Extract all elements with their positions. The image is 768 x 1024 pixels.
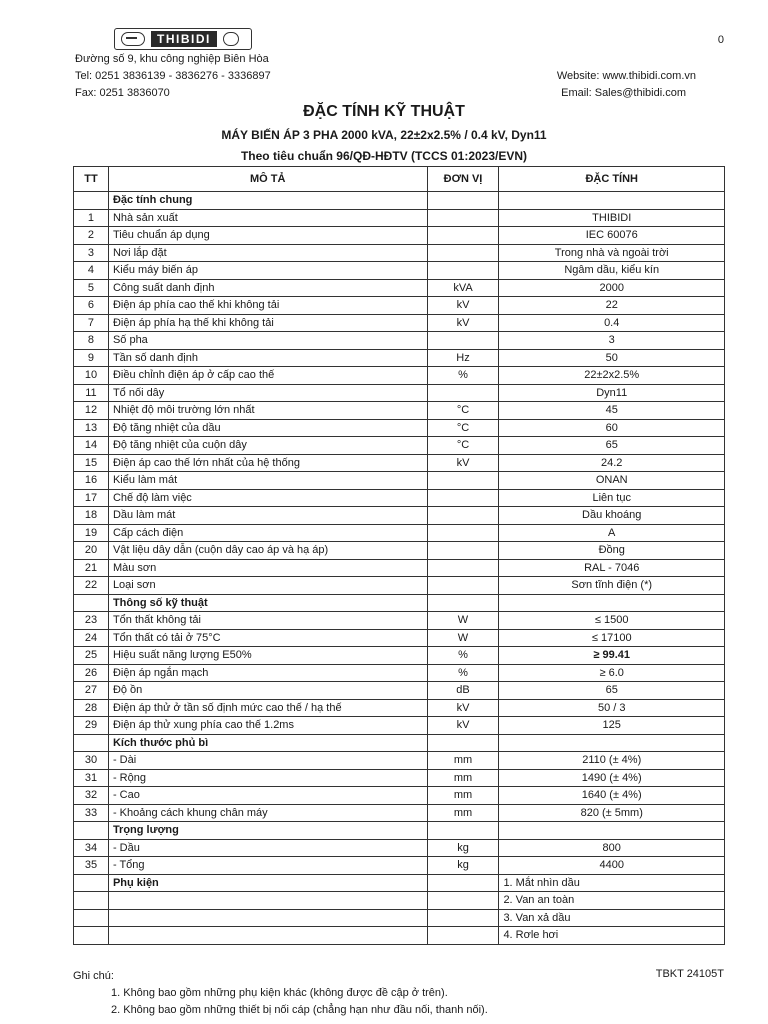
cell-tt: 28: [74, 699, 109, 717]
cell-description: Màu sơn: [108, 559, 427, 577]
cell-value: 800: [499, 839, 725, 857]
cell-tt: 34: [74, 839, 109, 857]
table-row: [74, 874, 725, 892]
cell-unit: Hz: [427, 349, 499, 367]
cell-value: Sơn tĩnh điện (*): [499, 577, 725, 595]
table-row: [74, 402, 725, 420]
table-row: [74, 909, 725, 927]
cell-description: Điện áp phía hạ thế khi không tải: [108, 314, 427, 332]
table-row: [74, 804, 725, 822]
cell-description: Điện áp thử xung phía cao thế 1.2ms: [108, 717, 427, 735]
cell-description: - Cao: [108, 787, 427, 805]
table-row: [74, 629, 725, 647]
cell-value: A: [499, 524, 725, 542]
cell-unit: [427, 577, 499, 595]
cell-description: Số pha: [108, 332, 427, 350]
cell-tt: 12: [74, 402, 109, 420]
cell-tt: 16: [74, 472, 109, 490]
cell-unit: dB: [427, 682, 499, 700]
cell-unit: °C: [427, 419, 499, 437]
cell-tt: [74, 927, 109, 945]
table-row: [74, 279, 725, 297]
table-row: [74, 367, 725, 385]
cell-description: Điện áp cao thế lớn nhất của hệ thống: [108, 454, 427, 472]
table-row: [74, 699, 725, 717]
cell-description: Nơi lắp đặt: [108, 244, 427, 262]
accessory-item: 3. Van xả dầu: [499, 909, 725, 927]
cell-unit: [427, 489, 499, 507]
cell-unit: [427, 594, 499, 612]
cell-unit: [427, 227, 499, 245]
cell-tt: 33: [74, 804, 109, 822]
cell-unit: kg: [427, 839, 499, 857]
table-row: [74, 472, 725, 490]
table-row: [74, 857, 725, 875]
table-row: [74, 559, 725, 577]
cell-description: Dầu làm mát: [108, 507, 427, 525]
cell-tt: [74, 874, 109, 892]
cell-value: Dyn11: [499, 384, 725, 402]
company-fax: Fax: 0251 3836070: [75, 87, 170, 99]
cell-description: Nhiệt độ môi trường lớn nhất: [108, 402, 427, 420]
section-row: [74, 192, 725, 210]
logo-mark-icon: [121, 32, 145, 46]
cell-unit: [427, 542, 499, 560]
cell-value: ONAN: [499, 472, 725, 490]
cell-tt: 1: [74, 209, 109, 227]
notes-block: [73, 968, 488, 1019]
cell-tt: [74, 192, 109, 210]
cell-value: 50: [499, 349, 725, 367]
cell-tt: 20: [74, 542, 109, 560]
table-row: [74, 507, 725, 525]
cell-tt: 9: [74, 349, 109, 367]
cell-unit: W: [427, 629, 499, 647]
cell-value: 22: [499, 297, 725, 315]
cell-unit: °C: [427, 437, 499, 455]
table-row: [74, 612, 725, 630]
cell-value: Trong nhà và ngoài trời: [499, 244, 725, 262]
logo-mark-right-icon: [223, 32, 239, 46]
cell-tt: 21: [74, 559, 109, 577]
cell-description: Điều chỉnh điện áp ở cấp cao thế: [108, 367, 427, 385]
cell-value: 65: [499, 437, 725, 455]
cell-unit: [427, 559, 499, 577]
note-item: 1. Không bao gồm những phụ kiện khác (không được đề cập ở trên).: [111, 987, 448, 999]
cell-unit: [427, 927, 499, 945]
cell-value: RAL - 7046: [499, 559, 725, 577]
cell-value: 1640 (± 4%): [499, 787, 725, 805]
cell-tt: 15: [74, 454, 109, 472]
table-row: [74, 717, 725, 735]
cell-tt: 4: [74, 262, 109, 280]
cell-value: Dầu khoáng: [499, 507, 725, 525]
header-tt: TT: [74, 167, 109, 192]
section-row: [74, 594, 725, 612]
cell-unit: [427, 507, 499, 525]
accessory-item: 4. Rơle hơi: [499, 927, 725, 945]
cell-value: 0.4: [499, 314, 725, 332]
table-row: [74, 752, 725, 770]
cell-value: 24.2: [499, 454, 725, 472]
notes-label: Ghi chú:: [73, 970, 114, 982]
cell-description: Nhà sản xuất: [108, 209, 427, 227]
company-email: Email: Sales@thibidi.com: [561, 87, 686, 99]
cell-unit: [427, 262, 499, 280]
cell-tt: [74, 734, 109, 752]
cell-value: Đồng: [499, 542, 725, 560]
accessory-label: [108, 909, 427, 927]
cell-value: ≥ 6.0: [499, 664, 725, 682]
table-row: [74, 769, 725, 787]
table-row: [74, 682, 725, 700]
table-row: [74, 209, 725, 227]
cell-tt: 17: [74, 489, 109, 507]
table-row: [74, 297, 725, 315]
cell-tt: 18: [74, 507, 109, 525]
cell-description: Điện áp thử ở tần số định mức cao thế / hạ thế: [108, 699, 427, 717]
cell-description: Tổ nối dây: [108, 384, 427, 402]
accessory-label: [108, 892, 427, 910]
cell-unit: kVA: [427, 279, 499, 297]
note-item: 2. Không bao gồm những thiết bị nối cáp (chẳng hạn như đầu nối, thanh nối).: [111, 1004, 488, 1016]
cell-description: Cấp cách điện: [108, 524, 427, 542]
cell-value: 3: [499, 332, 725, 350]
cell-unit: [427, 472, 499, 490]
company-tel: Tel: 0251 3836139 - 3836276 - 3336897: [75, 70, 271, 82]
table-row: [74, 839, 725, 857]
table-row: [74, 314, 725, 332]
document-subtitle: MÁY BIẾN ÁP 3 PHA 2000 kVA, 22±2x2.5% / 0.4 kV, Dyn11: [221, 128, 547, 142]
cell-unit: kV: [427, 314, 499, 332]
cell-description: Độ tăng nhiệt của dầu: [108, 419, 427, 437]
cell-tt: [74, 892, 109, 910]
cell-value: 50 / 3: [499, 699, 725, 717]
cell-value: 820 (± 5mm): [499, 804, 725, 822]
cell-unit: mm: [427, 752, 499, 770]
cell-value: [499, 734, 725, 752]
cell-tt: 35: [74, 857, 109, 875]
cell-tt: 10: [74, 367, 109, 385]
cell-tt: 30: [74, 752, 109, 770]
cell-description: - Tổng: [108, 857, 427, 875]
cell-unit: [427, 209, 499, 227]
cell-unit: kV: [427, 699, 499, 717]
cell-description: - Rộng: [108, 769, 427, 787]
table-header-row: [74, 167, 725, 192]
cell-description: Tổn thất có tải ở 75°C: [108, 629, 427, 647]
cell-value: 65: [499, 682, 725, 700]
cell-unit: kg: [427, 857, 499, 875]
cell-tt: 3: [74, 244, 109, 262]
document-standard: Theo tiêu chuẩn 96/QĐ-HĐTV (TCCS 01:2023/EVN): [240, 149, 528, 163]
cell-tt: 27: [74, 682, 109, 700]
header-value: ĐẶC TÍNH: [499, 167, 725, 192]
cell-unit: °C: [427, 402, 499, 420]
cell-value: [499, 822, 725, 840]
cell-description: Công suất danh định: [108, 279, 427, 297]
cell-unit: %: [427, 367, 499, 385]
cell-unit: [427, 734, 499, 752]
logo-text: THIBIDI: [151, 31, 217, 47]
cell-unit: [427, 192, 499, 210]
section-row: [74, 822, 725, 840]
cell-tt: 19: [74, 524, 109, 542]
cell-tt: [74, 909, 109, 927]
cell-tt: 24: [74, 629, 109, 647]
table-row: [74, 524, 725, 542]
cell-description: Độ tăng nhiệt của cuộn dây: [108, 437, 427, 455]
table-row: [74, 927, 725, 945]
cell-description: Hiệu suất năng lượng E50%: [108, 647, 427, 665]
cell-unit: [427, 332, 499, 350]
table-row: [74, 787, 725, 805]
spec-table: [73, 166, 725, 945]
cell-unit: mm: [427, 769, 499, 787]
cell-tt: 6: [74, 297, 109, 315]
cell-tt: 31: [74, 769, 109, 787]
cell-description: - Dài: [108, 752, 427, 770]
table-row: [74, 349, 725, 367]
section-title: Trọng lượng: [108, 822, 427, 840]
cell-description: Tiêu chuẩn áp dụng: [108, 227, 427, 245]
table-row: [74, 332, 725, 350]
header-unit: ĐƠN VỊ: [427, 167, 499, 192]
cell-unit: [427, 524, 499, 542]
cell-description: Độ ồn: [108, 682, 427, 700]
cell-unit: [427, 384, 499, 402]
company-website: Website: www.thibidi.com.vn: [556, 70, 696, 82]
cell-tt: 26: [74, 664, 109, 682]
table-row: [74, 384, 725, 402]
cell-tt: 25: [74, 647, 109, 665]
cell-description: - Dầu: [108, 839, 427, 857]
cell-value: 1490 (± 4%): [499, 769, 725, 787]
cell-value: 125: [499, 717, 725, 735]
cell-tt: [74, 822, 109, 840]
table-row: [74, 454, 725, 472]
cell-value: 22±2x2.5%: [499, 367, 725, 385]
cell-description: Vật liệu dây dẫn (cuộn dây cao áp và hạ áp): [108, 542, 427, 560]
table-row: [74, 262, 725, 280]
section-title: Thông số kỹ thuật: [108, 594, 427, 612]
company-address: Đường số 9, khu công nghiệp Biên Hòa: [75, 53, 269, 65]
section-row: [74, 734, 725, 752]
cell-value: 4400: [499, 857, 725, 875]
cell-unit: [427, 892, 499, 910]
cell-tt: 22: [74, 577, 109, 595]
section-title: Đặc tính chung: [108, 192, 427, 210]
cell-value: THIBIDI: [499, 209, 725, 227]
section-title: Kích thước phủ bì: [108, 734, 427, 752]
cell-tt: 29: [74, 717, 109, 735]
cell-tt: 8: [74, 332, 109, 350]
cell-description: Điện áp phía cao thế khi không tải: [108, 297, 427, 315]
cell-tt: 32: [74, 787, 109, 805]
table-row: [74, 542, 725, 560]
cell-value: Ngâm dầu, kiểu kín: [499, 262, 725, 280]
cell-unit: [427, 874, 499, 892]
cell-tt: 7: [74, 314, 109, 332]
cell-value: 2110 (± 4%): [499, 752, 725, 770]
cell-unit: W: [427, 612, 499, 630]
cell-tt: [74, 594, 109, 612]
cell-value: [499, 594, 725, 612]
cell-value: IEC 60076: [499, 227, 725, 245]
cell-value: ≤ 17100: [499, 629, 725, 647]
cell-value: Liên tục: [499, 489, 725, 507]
cell-value: 45: [499, 402, 725, 420]
accessory-label: [108, 927, 427, 945]
table-row: [74, 892, 725, 910]
document-title: ĐẶC TÍNH KỸ THUẬT: [303, 103, 465, 120]
cell-tt: 5: [74, 279, 109, 297]
table-row: [74, 647, 725, 665]
cell-value: 60: [499, 419, 725, 437]
cell-tt: 23: [74, 612, 109, 630]
table-row: [74, 664, 725, 682]
cell-tt: 13: [74, 419, 109, 437]
cell-unit: %: [427, 664, 499, 682]
cell-unit: kV: [427, 717, 499, 735]
cell-tt: 11: [74, 384, 109, 402]
cell-unit: kV: [427, 297, 499, 315]
document-code: TBKT 24105T: [655, 968, 724, 980]
table-row: [74, 227, 725, 245]
cell-description: Kiểu làm mát: [108, 472, 427, 490]
cell-value: [499, 192, 725, 210]
cell-description: Tần số danh định: [108, 349, 427, 367]
cell-value: 2000: [499, 279, 725, 297]
cell-description: Loại sơn: [108, 577, 427, 595]
accessory-item: 2. Van an toàn: [499, 892, 725, 910]
cell-unit: kV: [427, 454, 499, 472]
cell-unit: [427, 909, 499, 927]
cell-value: ≥ 99.41: [499, 647, 725, 665]
cell-unit: %: [427, 647, 499, 665]
cell-unit: mm: [427, 787, 499, 805]
cell-description: Kiểu máy biến áp: [108, 262, 427, 280]
company-logo: [114, 28, 252, 50]
table-row: [74, 419, 725, 437]
cell-tt: 14: [74, 437, 109, 455]
cell-description: - Khoảng cách khung chân máy: [108, 804, 427, 822]
cell-tt: 2: [74, 227, 109, 245]
table-row: [74, 437, 725, 455]
page-number: 0: [717, 34, 724, 46]
cell-unit: [427, 822, 499, 840]
header-description: MÔ TẢ: [108, 167, 427, 192]
cell-value: ≤ 1500: [499, 612, 725, 630]
table-row: [74, 489, 725, 507]
table-row: [74, 577, 725, 595]
accessory-item: 1. Mắt nhìn dầu: [499, 874, 725, 892]
cell-description: Chế độ làm việc: [108, 489, 427, 507]
cell-description: Điện áp ngắn mạch: [108, 664, 427, 682]
table-row: [74, 244, 725, 262]
cell-unit: [427, 244, 499, 262]
cell-description: Tổn thất không tải: [108, 612, 427, 630]
cell-unit: mm: [427, 804, 499, 822]
accessory-label: Phụ kiện: [108, 874, 427, 892]
